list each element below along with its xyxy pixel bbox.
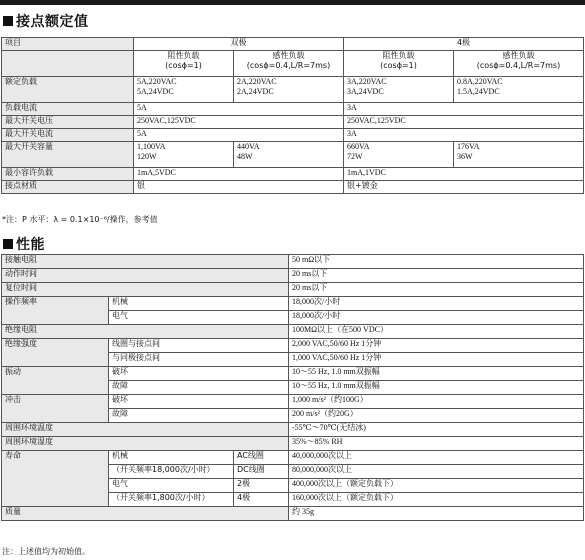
operate-time-value: 20 ms以下 bbox=[289, 269, 584, 283]
release-time-value: 20 ms以下 bbox=[289, 283, 584, 297]
header-four-inductive: 感性负载 (cosɸ=0.4,L/R=7ms) bbox=[454, 51, 584, 77]
vibration-malfunction-value: 10～55 Hz, 1.0 mm双振幅 bbox=[289, 381, 584, 395]
row-label-ambient-humidity: 周围环境湿度 bbox=[2, 437, 289, 451]
row-label-material: 接点材质 bbox=[2, 181, 134, 194]
row-label-dielectric: 绝缘强度 bbox=[2, 339, 109, 367]
shock-malfunction-value: 200 m/s²（约20G） bbox=[289, 409, 584, 423]
row-label-vibration: 振动 bbox=[2, 367, 109, 395]
load-current-four: 3A bbox=[344, 103, 584, 116]
performance-note: 注：上述值均为初始值。 bbox=[2, 547, 90, 556]
row-label-mass: 质量 bbox=[2, 507, 289, 521]
life-ac-value: 40,000,000次以上 bbox=[289, 451, 584, 465]
max-voltage-four: 250VAC,125VDC bbox=[344, 116, 584, 129]
contact-ratings-table bbox=[1, 37, 584, 194]
life-two-pole: 2极 bbox=[234, 479, 289, 493]
row-label-contact-resistance: 接触电阻 bbox=[2, 255, 289, 269]
shock-destroy: 破坏 bbox=[109, 395, 289, 409]
row-label-ambient-temp: 周围环境温度 bbox=[2, 423, 289, 437]
material-two: 银 bbox=[134, 181, 344, 194]
rated-load-four-res: 3A,220VAC 3A,24VDC bbox=[344, 77, 454, 103]
contacts-section-title: 接点额定值 bbox=[3, 11, 89, 31]
row-label-shock: 冲击 bbox=[2, 395, 109, 423]
material-four: 银+镀金 bbox=[344, 181, 584, 194]
max-capacity-four-res: 660VA 72W bbox=[344, 142, 454, 168]
max-capacity-four-ind: 176VA 36W bbox=[454, 142, 584, 168]
dielectric-coil-contact: 线圈与接点间 bbox=[109, 339, 289, 353]
ambient-humidity-value: 35%～85% RH bbox=[289, 437, 584, 451]
contact-resistance-value: 50 mΩ以下 bbox=[289, 255, 584, 269]
max-capacity-two-res: 1,100VA 120W bbox=[134, 142, 234, 168]
contacts-note: *注：P 水平：λ = 0.1×10⁻⁶/操作，参考值 bbox=[2, 215, 158, 224]
row-label-min-load: 最小容许负载 bbox=[2, 168, 134, 181]
row-label-operate-time: 动作时间 bbox=[2, 269, 289, 283]
header-two-inductive: 感性负载 (cosɸ=0.4,L/R=7ms) bbox=[234, 51, 344, 77]
square-bullet-icon bbox=[3, 16, 13, 26]
life-elec: 电气 bbox=[109, 479, 234, 493]
dielectric-same-pole: 与同极接点间 bbox=[109, 353, 289, 367]
header-item: 项目 bbox=[2, 38, 134, 51]
mass-value: 约 35g bbox=[289, 507, 584, 521]
performance-table bbox=[1, 254, 584, 521]
rated-load-four-ind: 0.8A,220VAC 1.5A,24VDC bbox=[454, 77, 584, 103]
op-frequency-mech: 机械 bbox=[109, 297, 289, 311]
life-dc-value: 80,000,000次以上 bbox=[289, 465, 584, 479]
performance-section-title: 性能 bbox=[3, 234, 45, 254]
max-voltage-two: 250VAC,125VDC bbox=[134, 116, 344, 129]
life-mech-frequency: （开关频率18,000次/小时） bbox=[109, 465, 234, 479]
header-four-resistive: 阻性负载 (cosɸ=1) bbox=[344, 51, 454, 77]
max-current-four: 3A bbox=[344, 129, 584, 142]
dielectric-same-pole-value: 1,000 VAC,50/60 Hz 1分钟 bbox=[289, 353, 584, 367]
vibration-destroy: 破坏 bbox=[109, 367, 289, 381]
min-load-two: 1mA,5VDC bbox=[134, 168, 344, 181]
vibration-malfunction: 故障 bbox=[109, 381, 289, 395]
life-four-value: 160,000次以上（额定负载下） bbox=[289, 493, 584, 507]
row-label-insulation-resistance: 绝缘电阻 bbox=[2, 325, 289, 339]
rated-load-two-res: 5A,220VAC 5A,24VDC bbox=[134, 77, 234, 103]
row-label-rated-load: 额定负载 bbox=[2, 77, 134, 103]
row-label-release-time: 复位时间 bbox=[2, 283, 289, 297]
op-frequency-elec: 电气 bbox=[109, 311, 289, 325]
vibration-destroy-value: 10～55 Hz, 1.0 mm双振幅 bbox=[289, 367, 584, 381]
row-label-max-voltage: 最大开关电压 bbox=[2, 116, 134, 129]
header-two-pole: 双极 bbox=[134, 38, 344, 51]
max-capacity-two-ind: 440VA 48W bbox=[234, 142, 344, 168]
life-ac-coil: AC线圈 bbox=[234, 451, 289, 465]
row-label-max-capacity: 最大开关容量 bbox=[2, 142, 134, 168]
row-label-op-frequency: 操作频率 bbox=[2, 297, 109, 325]
insulation-resistance-value: 100MΩ以上（在500 VDC） bbox=[289, 325, 584, 339]
top-bar bbox=[0, 0, 585, 5]
shock-malfunction: 故障 bbox=[109, 409, 289, 423]
load-current-two: 5A bbox=[134, 103, 344, 116]
header-four-pole: 4极 bbox=[344, 38, 584, 51]
ambient-temp-value: -55℃～70℃(无结冰) bbox=[289, 423, 584, 437]
life-two-value: 400,000次以上（额定负载下） bbox=[289, 479, 584, 493]
op-frequency-elec-value: 18,000次/小时 bbox=[289, 311, 584, 325]
row-label-load-current: 负载电流 bbox=[2, 103, 134, 116]
dielectric-coil-contact-value: 2,000 VAC,50/60 Hz 1分钟 bbox=[289, 339, 584, 353]
square-bullet-icon bbox=[3, 239, 13, 249]
header-two-resistive: 阻性负载 (cosɸ=1) bbox=[134, 51, 234, 77]
max-current-two: 5A bbox=[134, 129, 344, 142]
life-dc-coil: DC线圈 bbox=[234, 465, 289, 479]
life-four-pole: 4极 bbox=[234, 493, 289, 507]
life-elec-frequency: （开关频率1,800次/小时） bbox=[109, 493, 234, 507]
row-label-life: 寿命 bbox=[2, 451, 109, 507]
rated-load-two-ind: 2A,220VAC 2A,24VDC bbox=[234, 77, 344, 103]
shock-destroy-value: 1,000 m/s²（约100G） bbox=[289, 395, 584, 409]
min-load-four: 1mA,1VDC bbox=[344, 168, 584, 181]
header-blank bbox=[2, 51, 134, 77]
life-mech: 机械 bbox=[109, 451, 234, 465]
row-label-max-current: 最大开关电流 bbox=[2, 129, 134, 142]
op-frequency-mech-value: 18,000次/小时 bbox=[289, 297, 584, 311]
